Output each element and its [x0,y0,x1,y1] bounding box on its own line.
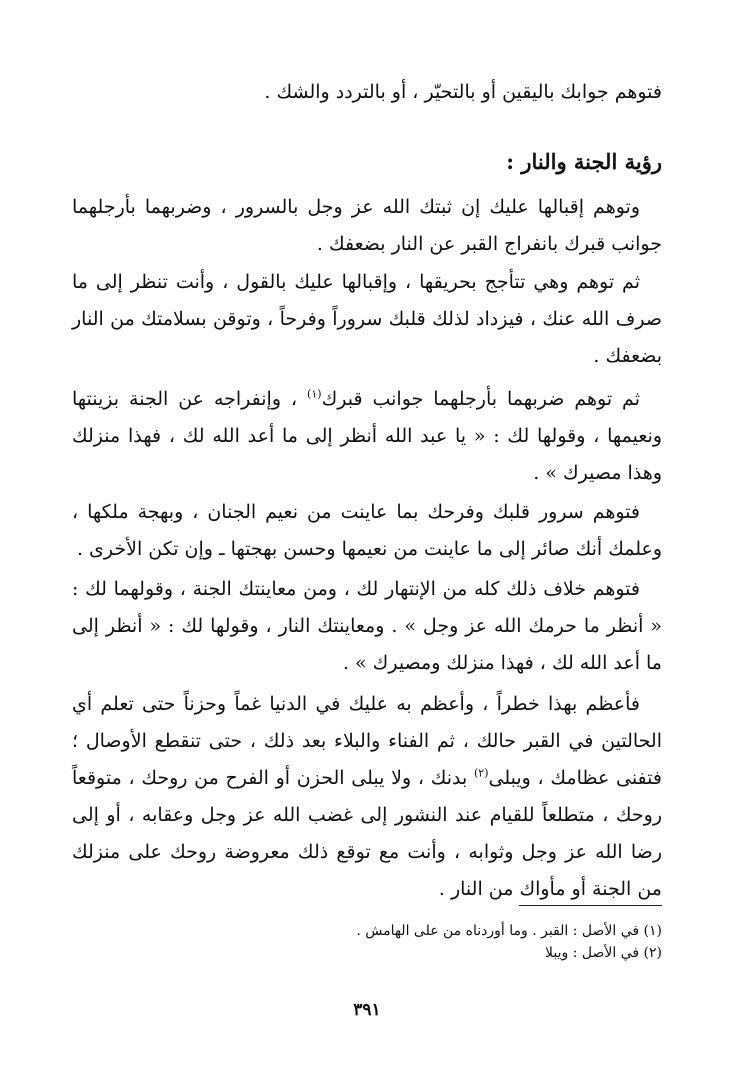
intro-paragraph: فتوهم جوابك باليقين أو بالتحيّر ، أو بالتردد والشك . [264,81,662,103]
footnote-ref-1: (١) [307,387,322,401]
paragraph-4: فتوهم سرور قلبك وفرحك بما عاينت من نعيم الجنان ، وبهجة ملكها ، وعلمك أنك صائر إلى ما عاينت من نعيمها وحسن بهجتها ـ وإن تكن الأخرى . [72,501,662,560]
footnotes [72,920,662,964]
paragraph-3-text-start: ثم توهم ضربهما بأرجلهما جوانب قبرك [321,388,640,410]
footnote-divider [519,905,662,906]
paragraph-2: ثم توهم وهي تتأجج بحريقها ، وإقبالها عليك بالقول ، وأنت تنظر إلى ما صرف الله عنك ، فيزداد لذلك قلبك سروراً وفرحاً ، وتوقن بسلامتك من النار بضعفك . [72,271,662,367]
section-heading: رؤية الجنة والنار : [506,149,662,174]
paragraph-5: فتوهم خلاف ذلك كله من الإنتهار لك ، ومن معاينتك الجنة ، وقولهما لك : « أنظر ما حرمك الله عز وجل » . ومعاينتك النار ، وقولها لك : « أنظر إلى ما أعد الله لك ، فهذا منزلك ومصيرك » . [72,578,662,674]
paragraph-6 [72,686,662,908]
paragraph-3-text-end: ، وإنفراجه عن الجنة بزينتها ونعيمها ، وقولها لك : « يا عبد الله أنظر إلى ما أعد الله لك ، فهذا منزلك وهذا مصيرك » . [72,388,662,484]
paragraph-6-text-start: فأعظم بهذا خطراً ، وأعظم به عليك في الدنيا غماً وحزناً حتى تعلم أي الحالتين في القبر حالك ، ثم الفناء والبلاء بعد ذلك ، حتى تنقطع الأوصال ؛ فتفنى عظامك ، ويبلى [72,693,662,789]
paragraph-3 [72,381,662,492]
paragraph-1: وتوهم إقبالها عليك إن ثبتك الله عز وجل بالسرور ، وضربهما بأرجلهما جوانب قبرك بانفراج القبر عن النار بضعفك . [72,196,662,255]
footnote-2: (٢) في الأصل : ويبلا [545,945,662,961]
page-number: ٣٩١ [353,1000,381,1020]
paragraph-6-text-end: بدنك ، ولا يبلى الحزن أو الفرح من روحك ، متوقعاً روحك ، متطلعاً للقيام عند النشور إلى غضب الله عز وجل وعقابه ، أو إلى رضا الله عز وجل وثوابه ، وأنت مع توقع ذلك معروضة روحك على منزلك من الجنة أو مأواك من النار . [72,767,662,900]
footnote-ref-2: (٢) [473,766,489,780]
footnote-1: (١) في الأصل : القبر . وما أوردناه من على الهامش . [356,923,662,939]
